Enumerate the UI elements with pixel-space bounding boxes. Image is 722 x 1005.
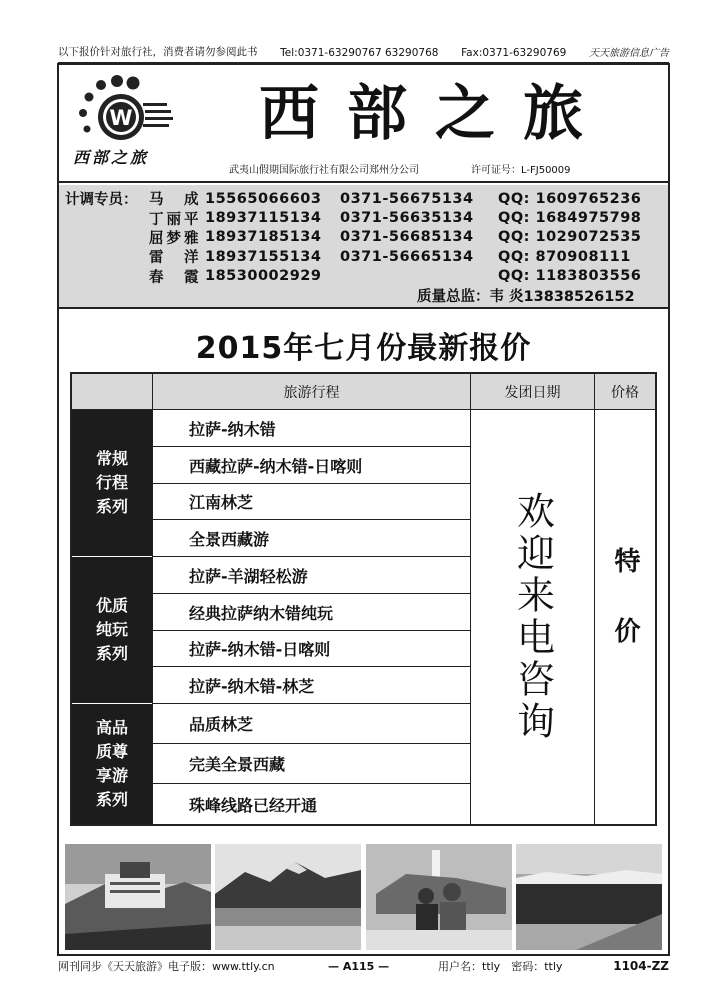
contact-mobile: 18530002929 (205, 268, 322, 285)
tibetan-children-photo (366, 844, 512, 950)
route-row: 拉萨-纳木错 (152, 410, 470, 447)
contact-qq: QQ: 1029072535 (498, 229, 642, 246)
issue-code: 1104-ZZ (613, 959, 669, 973)
contact-name: 屈梦雅 (149, 230, 202, 247)
contact-name: 丁丽平 (149, 211, 202, 228)
phone-text: Tel:0371-63290767 63290768 (280, 47, 439, 59)
page-number: — A115 — (328, 959, 390, 973)
category-label: 高品 质尊 享游 系列 (95, 718, 128, 809)
route-row: 拉萨-纳木错-日喀则 (152, 631, 470, 667)
footer (58, 958, 669, 974)
footer-login-info: 用户名：ttly 密码：ttly (438, 960, 563, 973)
brand-title: 西部之旅 (259, 79, 611, 149)
contact-tel: 0371-56685134 (340, 229, 474, 246)
category-luxury (72, 704, 152, 824)
category-label: 常规 行程 系列 (95, 449, 128, 516)
category-label: 优质 纯玩 系列 (95, 596, 128, 663)
consult-text: 欢迎来电咨询 (510, 491, 555, 743)
contact-mobile: 18937155134 (205, 248, 322, 265)
quality-director: 质量总监：韦 炎13838526152 (417, 289, 635, 306)
table-header-route: 旅游行程 (152, 374, 470, 410)
contact-row (65, 208, 660, 227)
contact-mobile: 18937185134 (205, 229, 322, 246)
special-price-text: 特价 (610, 547, 640, 687)
category-premium (72, 557, 152, 704)
route-row: 珠峰线路已经开通 (152, 784, 470, 824)
contact-row (65, 247, 660, 266)
category-regular (72, 410, 152, 557)
price-cell (594, 410, 655, 824)
contact-qq: QQ: 1609765236 (498, 190, 642, 207)
top-notice-bar (58, 43, 669, 63)
brand-text: 天天旅游信息广告 (588, 48, 669, 59)
contact-tel: 0371-56665134 (340, 248, 474, 265)
contact-name: 马 成 (149, 192, 202, 209)
footer-sync-text: 网刊同步《天天旅游》电子版：www.ttly.cn (58, 960, 275, 973)
route-row: 拉萨-羊湖轻松游 (152, 557, 470, 594)
contact-mobile: 15565066603 (205, 190, 322, 207)
route-row: 完美全景西藏 (152, 744, 470, 784)
contact-row (65, 189, 660, 208)
contact-name: 雷 洋 (149, 250, 202, 267)
contact-name: 春 霞 (149, 269, 202, 286)
notice-text: 以下报价针对旅行社，消费者请勿参阅此书 (58, 46, 258, 58)
fax-text: Fax:0371-63290769 (461, 47, 567, 59)
potala-palace-photo (65, 844, 211, 950)
contact-label: 计调专员： (65, 192, 138, 209)
mountain-village-photo (215, 844, 361, 950)
price-title: 2015年七月份最新报价 (195, 331, 532, 366)
ad-frame (57, 63, 670, 956)
contact-row (65, 267, 660, 286)
contact-tel: 0371-56675134 (340, 190, 474, 207)
company-name: 武夷山假期国际旅行社有限公司郑州分公司 (229, 165, 419, 176)
table-header-price: 价格 (594, 374, 655, 410)
route-row: 江南林芝 (152, 484, 470, 520)
contact-row (65, 228, 660, 247)
price-table (70, 372, 657, 826)
departure-consult-cell (470, 410, 594, 824)
contact-qq: QQ: 1183803556 (498, 268, 642, 285)
photo-strip (65, 844, 662, 950)
route-row: 经典拉萨纳木错纯玩 (152, 594, 470, 631)
contact-qq: QQ: 1684975798 (498, 210, 642, 227)
quality-row (65, 286, 660, 305)
route-row: 西藏拉萨-纳木错-日喀则 (152, 447, 470, 484)
logo-text: 西部之旅 (73, 148, 150, 167)
contact-panel (59, 185, 668, 309)
table-header-date: 发团日期 (470, 374, 594, 410)
route-row: 品质林芝 (152, 704, 470, 744)
route-row: 全景西藏游 (152, 520, 470, 557)
license-number: 许可证号：L-FJ50009 (471, 165, 571, 176)
route-row: 拉萨-纳木错-林芝 (152, 667, 470, 704)
lake-photo (516, 844, 662, 950)
table-header-corner (72, 374, 152, 410)
contact-qq: QQ: 870908111 (498, 248, 631, 265)
logo-letter: W (109, 106, 133, 130)
contact-tel: 0371-56635134 (340, 210, 474, 227)
contact-mobile: 18937115134 (205, 210, 322, 227)
header (59, 65, 668, 183)
